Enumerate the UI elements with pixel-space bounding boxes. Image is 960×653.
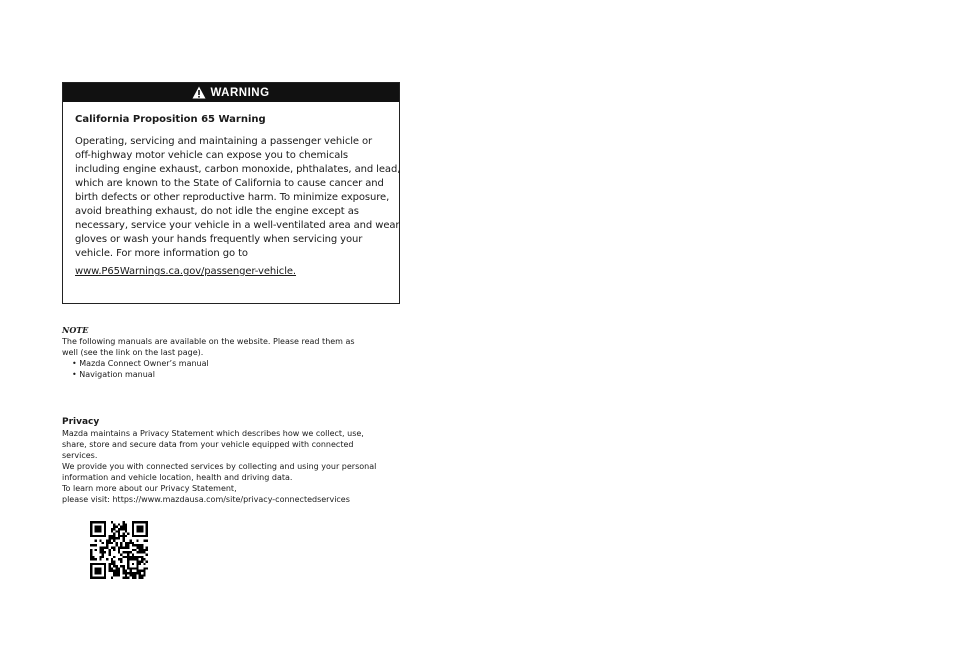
privacy-title: Privacy: [62, 417, 100, 427]
privacy-line: services.: [62, 451, 98, 460]
warning-body-line: birth defects or other reproductive harm. To minimize exposure,: [75, 192, 390, 203]
note-bullet-item: • Navigation manual: [72, 370, 155, 379]
p65-link[interactable]: www.P65Warnings.ca.gov/passenger-vehicle.: [75, 266, 297, 277]
warning-title: California Proposition 65 Warning: [75, 114, 266, 125]
note-bullet-text: Mazda Connect Owner’s manual: [79, 359, 209, 368]
warning-body-line: avoid breathing exhaust, do not idle the engine except as: [75, 206, 359, 217]
warning-body-line: including engine exhaust, carbon monoxide, phthalates, and lead,: [75, 164, 401, 175]
qr-code[interactable]: [90, 521, 148, 579]
note-label: NOTE: [62, 325, 89, 335]
privacy-section: [62, 417, 376, 505]
privacy-line: share, store and secure data from your vehicle equipped with connected: [62, 440, 354, 449]
privacy-line: We provide you with connected services by collecting and using your personal: [62, 462, 377, 471]
note-bullet-item: • Mazda Connect Owner’s manual: [72, 359, 209, 368]
warning-header: [63, 83, 399, 102]
privacy-line: To learn more about our Privacy Statement,: [62, 484, 237, 493]
privacy-line: information and vehicle location, health and driving data.: [62, 473, 293, 482]
warning-body-line: off-highway motor vehicle can expose you to chemicals: [75, 150, 349, 161]
warning-body-line: vehicle. For more information go to: [75, 248, 248, 259]
privacy-url-line[interactable]: please visit: https://www.mazdausa.com/site/privacy-connectedservices: [62, 495, 350, 504]
warning-content: [63, 102, 399, 279]
warning-box: [62, 82, 400, 304]
privacy-line: Mazda maintains a Privacy Statement which describes how we collect, use,: [62, 429, 364, 438]
note-bullet-text: Navigation manual: [79, 370, 155, 379]
note-line: well (see the link on the last page).: [62, 348, 204, 357]
warning-body-line: gloves or wash your hands frequently when servicing your: [75, 234, 363, 245]
warning-body-line: necessary, service your vehicle in a well-ventilated area and wear: [75, 220, 400, 231]
warning-body-line: Operating, servicing and maintaining a passenger vehicle or: [75, 136, 373, 147]
warning-body-line: which are known to the State of California to cause cancer and: [75, 178, 384, 189]
note-line: The following manuals are available on the website. Please read them as: [62, 337, 355, 346]
warning-triangle-icon: [192, 86, 206, 99]
note-section: [62, 325, 355, 380]
warning-label: WARNING: [210, 86, 270, 99]
